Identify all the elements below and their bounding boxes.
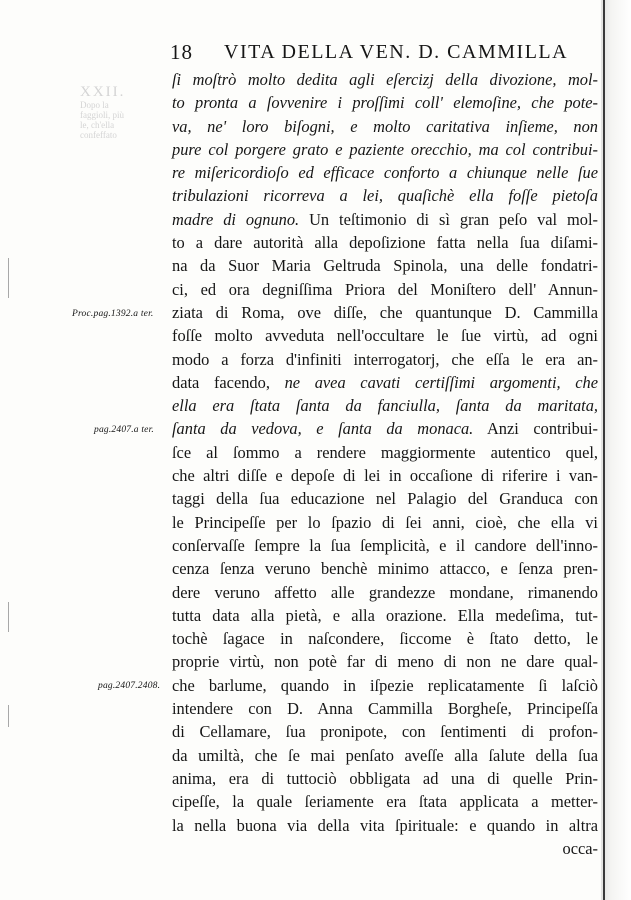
text-line: ziata di Roma, ove diſſe, che quantunque D. Cammilla <box>172 302 598 322</box>
scan-edge-mark <box>8 602 9 632</box>
text-line: to a dare autorità alla depoſizione fatta nella ſua diſami- <box>172 233 598 253</box>
show-through-line: confeffato <box>80 130 117 140</box>
text-span-italic: madre di ognuno. <box>172 209 300 229</box>
show-through-line: le, ch'ella <box>80 120 115 130</box>
text-line <box>172 371 598 394</box>
text-line: ſce al ſommo a rendere maggiormente autentico quel, <box>172 442 598 462</box>
text-line: dere veruno affetto alle grandezze mondane, rimanendo <box>172 582 598 602</box>
page-header <box>0 40 631 64</box>
book-gutter <box>601 0 631 900</box>
text-line: cipeſſe, la quale ſeriamente era ſtata applicata a metter- <box>172 792 598 812</box>
text-line: proprie virtù, non potè far di meno di non ne dare qual- <box>172 652 598 672</box>
text-line: di Cellamare, ſua pronipote, con ſentimenti di profon- <box>172 722 598 742</box>
text-span-italic: ſanta da vedova, e ſanta da monaca. <box>172 419 474 439</box>
text-span-italic: ne avea cavati certiſſimi argomenti, che <box>284 372 598 392</box>
show-through-line: faggioli, più <box>80 110 124 120</box>
text-line: che altri diſſe e depoſe di lei in occaſione di riferire i van- <box>172 466 598 486</box>
text-line: ſi moſtrò molto dedita agli eſercizj della divozione, mol- <box>172 70 598 89</box>
text-line: tribulazioni ricorreva a lei, quaſichè ella foſſe pietoſa <box>172 186 598 206</box>
gutter-edge-line <box>603 0 605 900</box>
page-number: 18 <box>170 40 193 64</box>
margin-note-pag-2407-a: pag.2407.a ter. <box>94 425 154 435</box>
text-line: intendere con D. Anna Cammilla Borgheſe, Principeſſa <box>172 699 598 719</box>
scan-edge-mark <box>8 705 9 727</box>
text-line: la nella buona via della vita ſpirituale: e quando in altra <box>172 815 598 835</box>
text-line: tutta data alla pietà, e alla orazione. Ella medeſima, tut- <box>172 605 598 625</box>
text-line: le Principeſſe per lo ſpazio di ſei anni, cioè, che ella vi <box>172 512 598 532</box>
margin-note-proc: Proc.pag.1392.a ter. <box>72 309 154 319</box>
body-text <box>172 68 598 860</box>
text-line: conſervaſſe ſempre la ſua ſemplicità, e il candore dell'inno- <box>172 535 598 555</box>
text-line: re miſericordioſo ed efficace conforto a chiunque nelle ſue <box>172 163 598 183</box>
text-line: to pronta a ſovvenire i proſſimi coll' elemoſine, che pote- <box>172 93 598 113</box>
text-line: pure col porgere grato e paziente orecchio, ma col contribui- <box>172 139 598 159</box>
text-line: anima, era di tuttociò obbligata ad una di quelle Prin- <box>172 768 598 788</box>
text-line: che barlume, quando in iſpezie replicatamente ſi laſciò <box>172 675 598 695</box>
text-line: ella era ſtata ſanta da fanciulla, ſanta da maritata, <box>172 396 598 416</box>
text-line: ci, ed ora degniſſima Priora del Moniſtero dell' Annun- <box>172 279 598 299</box>
running-title: VITA DELLA VEN. D. CAMMILLA <box>224 41 569 63</box>
text-line: taggi della ſua educazione nel Palagio del Granduca con <box>172 489 598 509</box>
text-line: da umiltà, che ſe mai penſato aveſſe alla ſalute della ſua <box>172 745 598 765</box>
text-line: modo a forza d'infiniti interrogatorj, che eſſa le era an- <box>172 349 598 369</box>
text-line <box>172 417 598 440</box>
text-line: tochè ſagace in naſcondere, ſiccome è ſtato detto, le <box>172 629 598 649</box>
text-span: Anzi contribui- <box>473 419 599 439</box>
text-line: cenza ſenza veruno benchè minimo attacco, e ſenza pren- <box>172 559 598 579</box>
catchword: occa- <box>562 838 598 858</box>
show-through-line: XXII. <box>80 84 126 100</box>
text-line <box>172 208 598 231</box>
show-through-line: Dopo la <box>80 100 109 110</box>
margin-note-pag-2407-2408: pag.2407.2408. <box>98 681 161 691</box>
scan-edge-mark <box>8 258 9 298</box>
text-span: Un teſtimonio di sì gran peſo val mol- <box>299 209 598 229</box>
text-line: foſſe molto avveduta nell'occultare le ſue virtù, ad ogni <box>172 326 598 346</box>
text-span: data facendo, <box>172 372 285 392</box>
text-line: va, ne' loro biſogni, e molto caritativa inſieme, non <box>172 116 598 136</box>
text-line: na da Suor Maria Geltruda Spinola, una delle fondatri- <box>172 256 598 276</box>
